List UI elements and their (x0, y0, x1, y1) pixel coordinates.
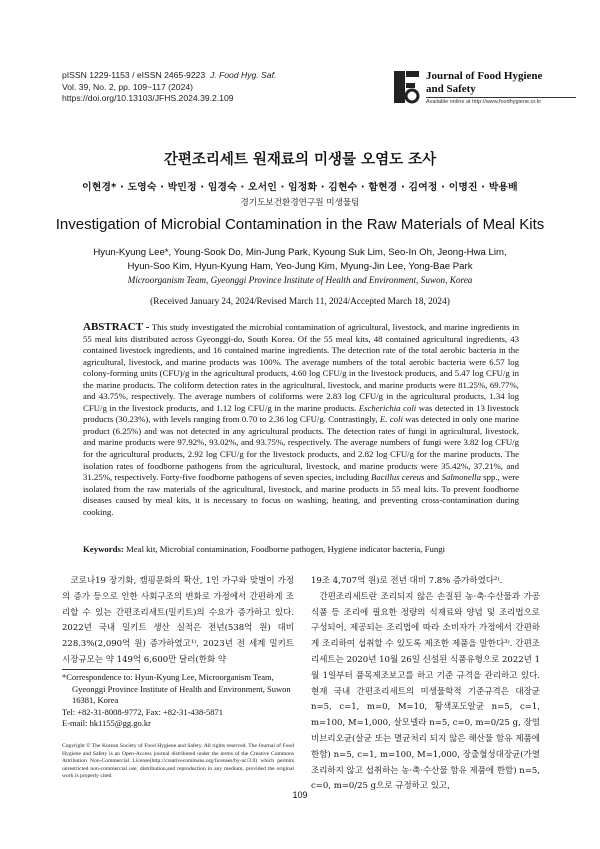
received-dates: (Received January 24, 2024/Revised March 11, 2024/Accepted March 18, 2024) (150, 297, 450, 307)
body-right-column (311, 574, 540, 795)
correspondence: *Correspondence to: Hyun-Kyung Lee, Microorganism Team, Gyeonggi Province Institute of Health and Environment, Suwon 16381, Korea Tel: +82-31-8008-9772, Fax: +82-31-438-5871 E-mail: hk1155@gg.go.kr (62, 672, 294, 730)
abstract: ABSTRACT - This study investigated the microbial contamination of agricultural, livestock, and marine ingredients in 55 meal kits distributed across Gyeonggi-do, South Korea. Of the 55 meal kits, 48 contained agricultural ingredients, 43 contained livestock ingredients, and 16 contained marine ingredients. The detection rate of the total aerobic bacteria in the agricultural, livestock, and marine products was 100%. The average numbers of the total aerobic bacteria were 6.57 log colony-forming units (CFU)/g in the agricultural products, 4.60 log CFU/g in the livestock products, and 5.47 log CFU/g in the marine products. The coliform detection rates in the agricultural, livestock, and marine products were 81.25%, 69.77%, and 43.75%, respectively. The average numbers of coliforms were 2.83 log CFU/g in the agricultural products, 1.34 log CFU/g in the livestock products, and 1.12 log CFU/g in the marine products. Escherichia coli was detected in 13 livestock products (30.23%), with levels ranging from 0.70 to 2.36 log CFU/g. Contrastingly, E. coli was detected in only one marine product (6.25%) and was not detected in any agricultural products. The detection rates of fungi in agricultural, livestock, and marine products were 97.92%, 93.02%, and 93.75%, respectively. The average numbers of fungi were 3.82 log CFU/g for the agricultural products, 2.92 log CFU/g for the livestock products, and 2.82 log CFU/g for the marine products. The isolation rates of foodborne pathogens from the agricultural, livestock, and marine products were 35.42%, 37.21%, and 31.25%, respectively. Forty-five foodborne pathogens of seven species, including Bacillus cereus and Salmonella spp., were isolated from the raw materials of the agricultural, livestock, and marine products in 55 meal kits. To prevent foodborne diseases caused by meal kits, it is necessary to focus on washing, heating, and preventing cross-contamination during cooking. (83, 321, 519, 517)
english-affiliation: Microorganism Team, Gyeonggi Province Institute of Health and Environment, Suwon, Korea (127, 275, 473, 285)
english-authors: Hyun-Kyung Lee*, Young-Sook Do, Min-Jung Park, Kyoung Suk Lim, Seo-In Oh, Jeong-Hwa Lim, Hyun-Soo Kim, Hyun-Kyung Ham, Yeo-Jung Kim, Myung-Jin Lee, Yong-Bae Park (93, 247, 507, 272)
english-title: Investigation of Microbial Contamination in the Raw Materials of Meal Kits (55, 216, 545, 233)
email-link[interactable]: E-mail: hk1155@gg.go.kr (62, 718, 151, 729)
doi-link[interactable]: https://doi.org/10.13103/JFHS.2024.39.2.109 (62, 93, 234, 103)
footnote-divider (62, 669, 140, 670)
page-number: 109 (292, 790, 308, 800)
copyright-notice: Copyright © The Korean Society of Food Hygiene and Safety. All rights reserved. The Journal of Food Hygiene and Safety is an Open-Access journal distributed under the terms of the Creative Commons Attribution Non-Commercial License(http://creativecommons.org/licenses/by-nc/3.0) which permits unrestricted non-commercial use, distribution,and reproduction in any medium, provided the original work is properly cited. (62, 743, 294, 779)
logo-divider (426, 97, 576, 98)
logo-url[interactable]: Available online at http://www.foodhygiene.or.kr (426, 99, 542, 105)
body-paragraph: 코로나19 장기화, 캠핑문화의 확산, 1인 가구와 맞벌이 가정의 증가 등으로 인한 사회구조의 변화로 가정에서 간편하게 조리할 수 있는 간편조리세트(밀키트)의 수요가 증가하고 있다. 2022년 국내 밀키트 생산 실적은 전년(538억 원) 대비 228.3%(2,090억 원) 증가하였고¹⁾, 2023년 전 세계 밀키트 시장규모는 약 149억 6,600만 달러(한화 약 (62, 576, 294, 665)
body-paragraph: 19조 4,707억 원)로 전년 대비 7.8% 증가하였다²⁾. (311, 576, 503, 586)
body-left-column (62, 574, 294, 669)
journal-logo (393, 66, 593, 116)
korean-title: 간편조리세트 원재료의 미생물 오염도 조사 (163, 152, 437, 168)
logo-title: Journal of Food Hygiene and Safety (426, 70, 543, 95)
korean-affiliation: 경기도보건환경연구원 미생물팀 (240, 198, 360, 208)
korean-authors: 이현경* · 도영숙 · 박민정 · 임경숙 · 오서인 · 임정화 · 김현수 · 함현경 · 김여정 · 이명진 · 박용배 (82, 182, 518, 193)
abstract-label: ABSTRACT - (83, 321, 150, 333)
journal-logo-icon (393, 70, 421, 104)
body-paragraph: 간편조리세트란 조리되지 않은 손질된 농·축·수산물과 가공식품 등 조리에 필요한 정량의 식재료와 양념 및 조리법으로 구성되어, 제공되는 조리법에 따라 소비자가 가정에서 간편하게 조리하여 섭취할 수 있도록 제조한 제품을 말한다³⁾. 간편조리세트는 2020년 10월 26일 신설된 식품유형으로 2022년 1월 1일부터 품목제조보고를 하고 기준 규격을 관리하고 있다. 현재 국내 간편조리세트의 미생물학적 기준규격은 대장균 n=5, c=1, m=0, M=10, 황색포도알균 n=5, c=1, m=100, M=1,000, 살모넬라 n=5, c=0, m=0/25 g, 장염비브리오균(살균 또는 멸균처리 되지 않은 해산물 함유 제품에 한함) n=5, c=1, m=100, M=1,000, 장출혈성대장균(가열조리하지 않고 섭취하는 농·축·수산물 함유 제품에 한함) n=5, c=0, m=0/25 g으로 규정하고 있고, (311, 591, 540, 792)
issn-line: pISSN 1229-1153 / eISSN 2465-9223 J. Food Hyg. Saf. (62, 70, 277, 80)
volume-line: Vol. 39, No. 2, pp. 109~117 (2024) (62, 81, 193, 92)
journal-header (62, 70, 276, 105)
keywords: Keywords: Meal kit, Microbial contamination, Foodborne pathogen, Hygiene indicator bacteria, Fungi (83, 544, 446, 554)
